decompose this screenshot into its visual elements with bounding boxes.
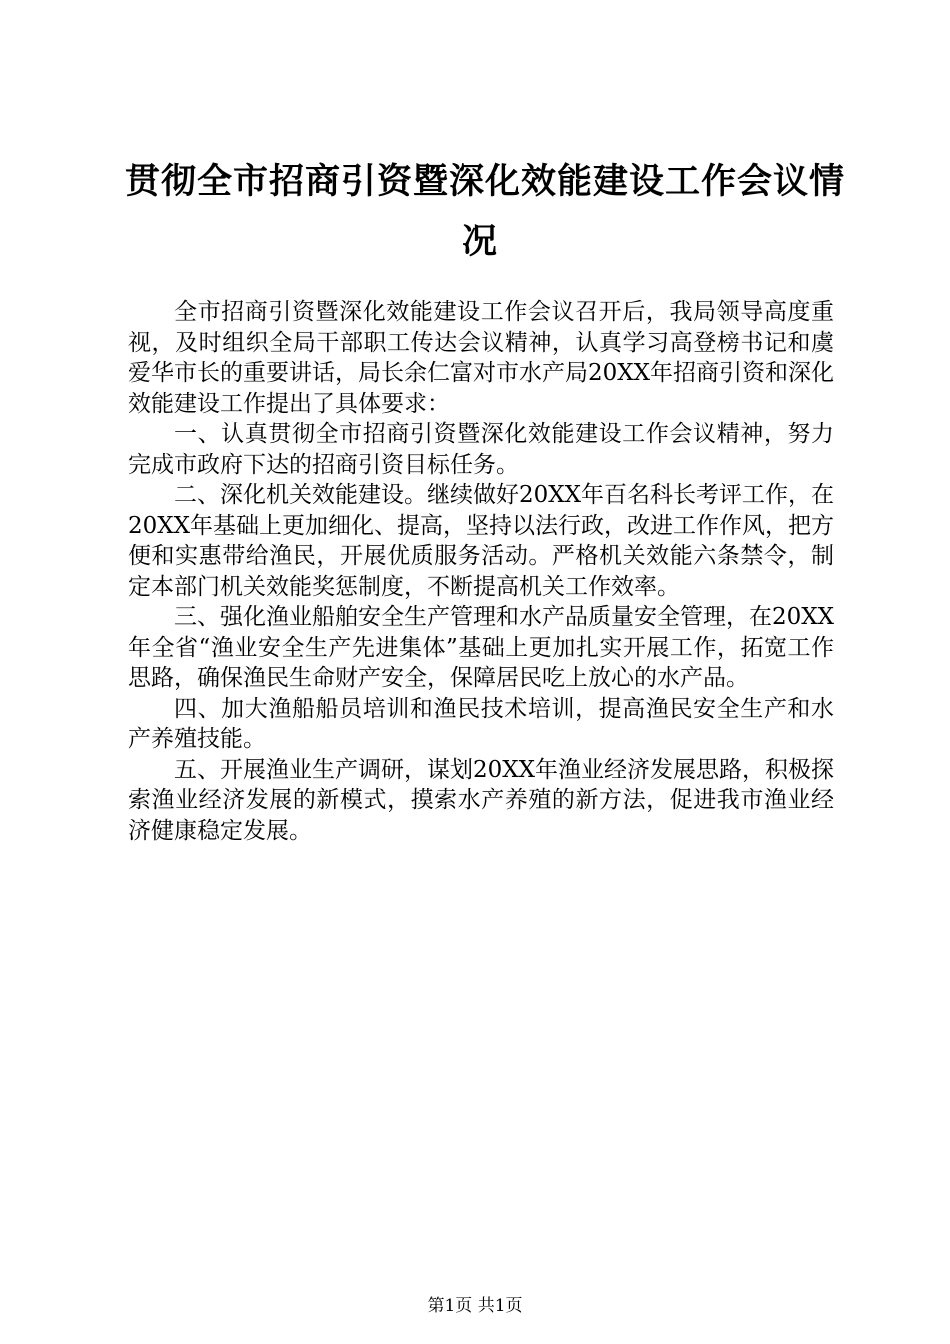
page-footer: 第1页 共1页 [427,1296,523,1316]
paragraph-item-4: 四、加大渔船船员培训和渔民技术培训，提高渔民安全生产和水产养殖技能。 [128,695,834,752]
paragraph-item-2: 二、深化机关效能建设。继续做好20XX年百名科长考评工作，在20XX年基础上更加细化、提高，坚持以法行政，改进工作作风，把方便和实惠带给渔民，开展优质服务活动。严格机关效能六条禁令，制定本部门机关效能奖惩制度，不断提高机关工作效率。 [128,482,835,600]
document-title-line-1: 贯彻全市招商引资暨深化效能建设工作会议情 [125,161,846,202]
paragraph-item-1: 一、认真贯彻全市招商引资暨深化效能建设工作会议精神，努力完成市政府下达的招商引资目标任务。 [128,421,834,478]
document-title [125,152,846,272]
paragraph-item-3: 三、强化渔业船舶安全生产管理和水产品质量安全管理，在20XX年全省“渔业安全生产先进集体”基础上更加扎实开展工作，拓宽工作思路，确保渔民生命财产安全，保障居民吃上放心的水产品。 [128,604,835,691]
paragraph-intro: 全市招商引资暨深化效能建设工作会议召开后，我局领导高度重视，及时组织全局干部职工传达会议精神，认真学习高登榜书记和虞爱华市长的重要讲话，局长余仁富对市水产局20XX年招商引资和深化效能建设工作提出了具体要求： [128,299,835,417]
document-title-line-2: 况 [461,221,498,262]
document-body [128,297,834,846]
paragraph-item-5: 五、开展渔业生产调研，谋划20XX年渔业经济发展思路，积极探索渔业经济发展的新模式，摸索水产养殖的新方法，促进我市渔业经济健康稳定发展。 [128,756,835,844]
